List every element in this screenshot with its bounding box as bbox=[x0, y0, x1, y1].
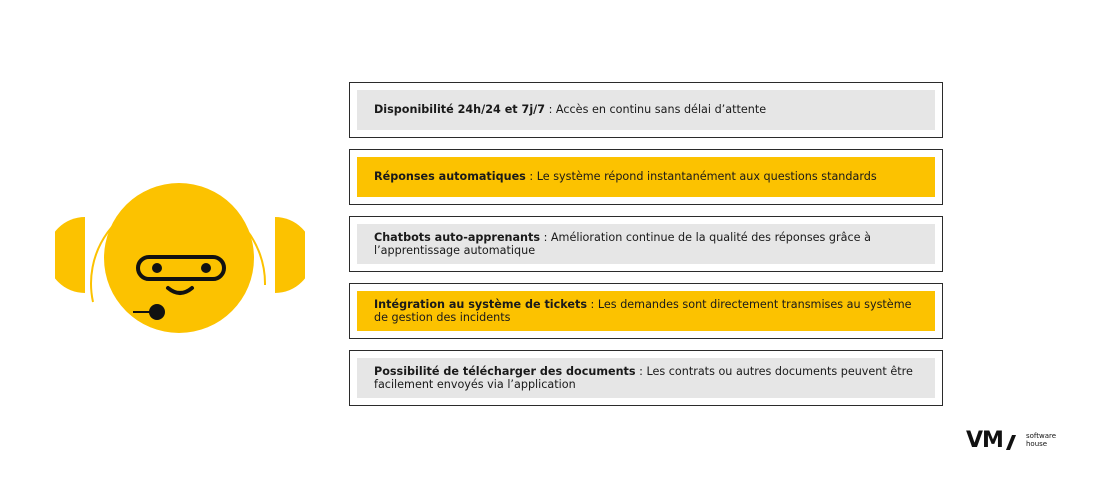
feature-description: Les contrats ou autres documents peuvent être facilement envoyés via l’application bbox=[374, 364, 913, 391]
feature-description: Les demandes sont directement transmises au système de gestion des incidents bbox=[374, 297, 912, 324]
feature-description: Amélioration continue de la qualité des réponses grâce à l’apprentissage automatique bbox=[374, 230, 871, 257]
vm-software-house-logo bbox=[966, 427, 1066, 455]
right-eye bbox=[201, 263, 211, 273]
logo-slash bbox=[1006, 435, 1016, 450]
chatbot-headset-icon bbox=[55, 175, 305, 335]
logo-mark: VM bbox=[966, 428, 1003, 453]
feature-card-document-upload: Possibilité de télécharger des documents : Les contrats ou autres documents peuvent être facilement envoyés via l’application bbox=[349, 350, 943, 406]
feature-title: Disponibilité 24h/24 et 7j/7 bbox=[374, 103, 546, 117]
right-ear-cup bbox=[275, 217, 305, 293]
mic-head bbox=[149, 304, 165, 320]
feature-title: Chatbots auto-apprenants bbox=[374, 230, 541, 244]
left-eye bbox=[152, 263, 162, 273]
logo-subtitle: software house bbox=[1026, 432, 1057, 448]
feature-card-self-learning: Chatbots auto-apprenants : Amélioration continue de la qualité des réponses grâce à l’apprentissage automatique bbox=[349, 216, 943, 272]
left-ear-cup bbox=[55, 217, 85, 293]
feature-description: Accès en continu sans délai d’attente bbox=[555, 103, 767, 117]
feature-title: Intégration au système de tickets bbox=[374, 297, 587, 311]
feature-description: Le système répond instantanément aux questions standards bbox=[536, 170, 877, 184]
feature-card-automatic-responses: Réponses automatiques : Le système répond instantanément aux questions standards bbox=[349, 149, 943, 205]
feature-card-availability: Disponibilité 24h/24 et 7j/7 : Accès en continu sans délai d’attente bbox=[349, 82, 943, 138]
feature-title: Réponses automatiques bbox=[374, 170, 526, 184]
feature-title: Possibilité de télécharger des documents bbox=[374, 364, 636, 378]
feature-list bbox=[349, 82, 943, 417]
feature-card-ticket-integration: Intégration au système de tickets : Les demandes sont directement transmises au système de gestion des incidents bbox=[349, 283, 943, 339]
